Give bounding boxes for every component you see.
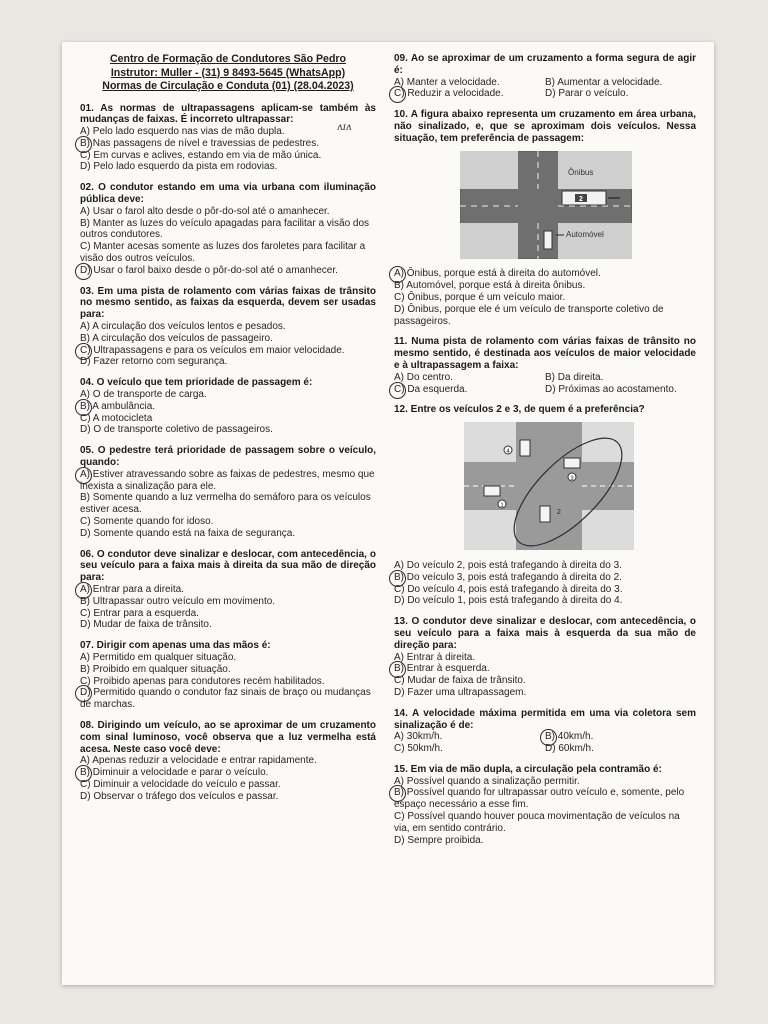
answer-option-text: C) Reduzir a velocidade.	[394, 88, 504, 100]
question-07	[80, 640, 376, 711]
handwritten-mark: ʌɪʌ	[337, 122, 352, 133]
answer-option	[545, 743, 696, 755]
answer-option	[80, 664, 376, 676]
answer-option	[80, 265, 376, 277]
intersection-diagram	[460, 151, 632, 259]
block-bottom-left	[464, 510, 516, 550]
answer-option-text: B) Somente quando a luz vermelha do semáforo para os veículos estiver acesa.	[80, 492, 371, 516]
answer-option-text: D) Do veículo 1, pois está trafegando à direita do 4.	[394, 595, 623, 607]
answer-option	[394, 268, 696, 280]
answer-option	[80, 356, 376, 368]
answer-grid	[394, 77, 696, 101]
answer-option-text: D) O de transporte coletivo de passageiros.	[80, 424, 273, 436]
left-question-list	[80, 103, 376, 803]
question-title: 03. Em uma pista de rolamento com várias faixas de trânsito no mesmo sentido, as faixas da esquerda, devem ser usadas para:	[80, 285, 376, 321]
answer-option	[80, 619, 376, 631]
answer-option-text: D) Usar o farol baixo desde o pôr-do-sol até o amanhecer.	[80, 264, 338, 276]
question-title: 13. O condutor deve sinalizar e deslocar, com antecedência, o seu veículo para a faixa mais à esquerda da sua mão de direção para:	[394, 616, 696, 651]
answer-option-text: A) A circulação dos veículos lentos e pesados.	[80, 321, 286, 333]
answer-option-text: C) Manter acesas somente as luzes dos faroletes para facilitar a visão dos outros veículos.	[80, 241, 366, 265]
answer-option-text: C) 50km/h.	[394, 743, 443, 755]
vehicle-3-number: 3	[570, 476, 574, 483]
answer-option	[80, 755, 376, 767]
answer-option	[80, 138, 376, 150]
answer-option-text: B) Ultrapassar outro veículo em movimento.	[80, 595, 276, 607]
answer-option	[80, 608, 376, 620]
answer-grid	[394, 731, 696, 755]
vehicle-1	[484, 486, 500, 496]
intersection-figure-bus-car	[460, 151, 696, 263]
answer-option	[394, 584, 696, 596]
document-header	[80, 53, 376, 94]
answer-option-text: C) A motocicleta	[80, 412, 153, 424]
answer-option	[394, 304, 696, 328]
answer-option-text: A) Manter a velocidade.	[394, 76, 500, 88]
question-11	[394, 336, 696, 395]
question-12	[394, 404, 696, 607]
answer-option	[394, 88, 545, 100]
answer-option	[394, 372, 545, 384]
answer-option	[80, 150, 376, 162]
question-title: 01. As normas de ultrapassagens aplicam-se também às mudanças de faixas. É incorreto ultrapassar:	[80, 102, 376, 126]
answer-option-text: A) Possível quando a sinalização permitir.	[394, 775, 580, 787]
block-bottom-right	[558, 223, 632, 259]
handwritten-circle-mark	[389, 86, 406, 103]
answer-option	[80, 218, 376, 242]
answer-option-text: A) Estiver atravessando sobre as faixas de pedestres, mesmo que inexista a sinalização para ele.	[80, 468, 375, 492]
bus-label: Ônibus	[568, 167, 594, 177]
answer-option-text: A) 30km/h.	[394, 731, 443, 743]
answer-option-text: C) Da esquerda.	[394, 383, 468, 395]
answer-option-text: A) Do centro.	[394, 371, 453, 383]
answer-option-text: C) Ônibus, porque é um veículo maior.	[394, 291, 566, 303]
answer-option-text: D) 60km/h.	[545, 743, 594, 755]
answer-option	[80, 676, 376, 688]
instructor-contact: Instrutor: Muller - (31) 9 8493-5645 (WhatsApp)	[110, 66, 346, 79]
answer-option	[80, 687, 376, 711]
answer-option	[545, 731, 696, 743]
answer-option-text: A) Ônibus, porque está à direita do automóvel.	[394, 268, 601, 280]
answer-option	[394, 595, 696, 607]
question-title: 10. A figura abaixo representa um cruzamento em área urbana, não sinalizado, e, que se aproximam dois veículos. Nessa situação, tem preferência de passagem:	[394, 109, 696, 144]
answer-option-text: A) Usar o farol alto desde o pôr-do-sol até o amanhecer.	[80, 205, 330, 217]
left-column	[80, 42, 376, 803]
answer-grid	[394, 372, 696, 396]
question-title: 05. O pedestre terá prioridade de passagem sobre o veículo, quando:	[80, 445, 376, 469]
question-title: 02. O condutor estando em uma via urbana com iluminação pública deve:	[80, 182, 376, 206]
vehicle-4	[520, 440, 530, 456]
answer-option	[80, 401, 376, 413]
answer-option-text: B) A ambulância.	[80, 400, 156, 412]
answer-option-text: C) Em curvas e aclives, estando em via de mão única.	[80, 149, 322, 161]
answer-option	[80, 333, 376, 345]
vehicle-3	[564, 458, 580, 468]
question-12-options	[394, 560, 696, 607]
answer-option-text: A) O de transporte de carga.	[80, 389, 207, 401]
question-title: 11. Numa pista de rolamento com várias faixas de trânsito no mesmo sentido, é destinada aos veículos de maior velocidade e à ultrapassagem a faixa:	[394, 336, 696, 371]
answer-option-text: B) Proibido em qualquer situação.	[80, 663, 231, 675]
answer-option-text: B) Do veículo 3, pois está trafegando à direita do 2.	[394, 571, 622, 583]
answer-option	[80, 413, 376, 425]
intersection-figure-vehicles	[464, 422, 696, 554]
answer-option	[394, 687, 696, 699]
question-title: 14. A velocidade máxima permitida em uma via coletora sem sinalização é de:	[394, 707, 696, 731]
answer-option-text: D) Mudar de faixa de trânsito.	[80, 619, 212, 631]
vehicle-diagram	[464, 422, 634, 550]
answer-option	[80, 584, 376, 596]
question-14	[394, 708, 696, 755]
answer-option	[394, 280, 696, 292]
answer-option	[394, 835, 696, 847]
block-top-left	[464, 422, 516, 462]
vehicle-1-number: 1	[500, 503, 504, 510]
block-top-right	[582, 422, 634, 462]
vehicle-2-number: 2	[557, 509, 561, 517]
answer-option	[80, 516, 376, 528]
answer-option-text: A) Permitido em qualquer situação.	[80, 651, 237, 663]
car-label: Automóvel	[566, 229, 604, 239]
answer-option-text: D) Observar o tráfego dos veículos e passar.	[80, 790, 279, 802]
question-04	[80, 377, 376, 436]
answer-option-text: B) Automóvel, porque está à direita ônibus.	[394, 280, 586, 292]
exam-subtitle: Normas de Circulação e Conduta (01) (28.04.2023)	[102, 80, 354, 92]
question-title: 08. Dirigindo um veículo, ao se aproximar de um cruzamento com sinal luminoso, você observa que a luz vermelha está acesa. Neste caso você deve:	[80, 719, 376, 755]
answer-option-text: C) Mudar de faixa de trânsito.	[394, 675, 526, 687]
question-01	[80, 103, 376, 174]
question-title: 15. Em via de mão dupla, a circulação pela contramão é:	[394, 763, 662, 775]
question-10	[394, 109, 696, 327]
answer-option-text: D) Sempre proibida.	[394, 834, 484, 846]
answer-option	[80, 424, 376, 436]
question-06	[80, 549, 376, 632]
answer-option	[394, 652, 696, 664]
answer-option	[394, 292, 696, 304]
answer-option-text: C) Possível quando houver pouca movimentação de veículos na via, em sentido contrário.	[394, 811, 680, 834]
answer-option	[80, 652, 376, 664]
answer-option-text: A) Entrar para a direita.	[80, 583, 184, 595]
car-shape	[544, 231, 552, 249]
answer-option	[394, 731, 545, 743]
answer-option-text: D) Fazer uma ultrapassagem.	[394, 686, 527, 698]
answer-option	[80, 206, 376, 218]
question-13	[394, 616, 696, 699]
answer-option-text: C) Entrar para a esquerda.	[80, 607, 199, 619]
answer-option	[394, 811, 696, 835]
answer-option	[80, 321, 376, 333]
answer-option-text: B) Entrar à esquerda.	[394, 663, 490, 675]
answer-option	[545, 88, 696, 100]
answer-option	[80, 345, 376, 357]
answer-option	[545, 372, 696, 384]
answer-option-text: D) Ônibus, porque ele é um veículo de transporte coletivo de passageiros.	[394, 303, 664, 327]
answer-option-text: B) Da direita.	[545, 371, 604, 383]
answer-option	[394, 776, 696, 788]
bus-number: 2	[579, 195, 583, 203]
vehicle-4-number: 4	[506, 449, 510, 456]
answer-option-text: C) Ultrapassagens e para os veículos em maior velocidade.	[80, 344, 345, 356]
answer-option	[80, 492, 376, 516]
question-title: 12. Entre os veículos 2 e 3, de quem é a preferência?	[394, 404, 645, 416]
answer-option	[545, 77, 696, 89]
answer-option-text: A) Pelo lado esquerdo nas vias de mão dupla.	[80, 126, 285, 138]
school-name: Centro de Formação de Condutores São Pedro	[109, 53, 347, 65]
block-top-left	[460, 151, 518, 189]
answer-option	[394, 675, 696, 687]
answer-option	[394, 787, 696, 811]
answer-option-text: D) Parar o veículo.	[545, 88, 629, 100]
answer-option-text: B) 40km/h.	[545, 731, 594, 743]
question-10-options	[394, 268, 696, 327]
answer-option	[80, 389, 376, 401]
answer-option-text: C) Diminuir a velocidade do veículo e passar.	[80, 778, 281, 790]
answer-option-text: B) Manter as luzes do veículo apagadas para facilitar a visão dos outros condutores.	[80, 217, 370, 241]
answer-option	[394, 743, 545, 755]
question-title: 07. Dirigir com apenas uma das mãos é:	[80, 640, 271, 652]
vehicle-2	[540, 506, 550, 522]
answer-option	[394, 77, 545, 89]
handwritten-circle-mark	[75, 467, 92, 484]
answer-option-text: D) Pelo lado esquerdo da pista em rodovias.	[80, 161, 278, 173]
answer-option	[80, 791, 376, 803]
answer-option	[394, 384, 545, 396]
answer-option	[394, 572, 696, 584]
question-title: 04. O veículo que tem prioridade de passagem é:	[80, 377, 313, 389]
answer-option	[394, 560, 696, 572]
answer-option	[394, 663, 696, 675]
handwritten-circle-mark	[389, 382, 406, 399]
answer-option	[80, 241, 376, 265]
question-title: 09. Ao se aproximar de um cruzamento a forma segura de agir é:	[394, 53, 696, 76]
answer-option-text: A) Do veículo 2, pois está trafegando à direita do 3.	[394, 559, 622, 571]
answer-option	[80, 528, 376, 540]
answer-option-text: D) Fazer retorno com segurança.	[80, 356, 228, 368]
right-column	[394, 42, 696, 846]
answer-option	[545, 384, 696, 396]
answer-option-text: B) Possível quando for ultrapassar outro veículo e, somente, pelo espaço necessário a esse fim.	[394, 787, 685, 811]
answer-option	[80, 469, 376, 493]
exam-sheet	[62, 42, 714, 985]
answer-option	[80, 779, 376, 791]
answer-option-text: B) Diminuir a velocidade e parar o veículo.	[80, 767, 269, 779]
answer-option-text: C) Proibido apenas para condutores recém habilitados.	[80, 675, 325, 687]
block-bottom-right	[582, 510, 634, 550]
answer-option	[80, 596, 376, 608]
answer-option-text: A) Entrar à direita.	[394, 651, 476, 663]
answer-option-text: D) Permitido quando o condutor faz sinais de braço ou mudanças de marchas.	[80, 687, 371, 711]
question-08	[80, 720, 376, 803]
handwritten-circle-mark	[75, 263, 92, 280]
question-05	[80, 445, 376, 539]
answer-option-text: B) A circulação dos veículos de passageiro.	[80, 332, 273, 344]
block-bottom-left	[460, 223, 518, 259]
question-03	[80, 286, 376, 369]
answer-option-text: B) Aumentar a velocidade.	[545, 76, 663, 88]
answer-option-text: B) Nas passagens de nível e travessias de pedestres.	[80, 137, 320, 149]
question-15	[394, 764, 696, 847]
answer-option-text: A) Apenas reduzir a velocidade e entrar rapidamente.	[80, 755, 317, 767]
answer-option-text: C) Do veículo 4, pois está trafegando à direita do 3.	[394, 583, 623, 595]
answer-option	[80, 767, 376, 779]
answer-option-text: C) Somente quando for idoso.	[80, 516, 214, 527]
answer-option-text: D) Somente quando está na faixa de segurança.	[80, 527, 296, 539]
question-title: 06. O condutor deve sinalizar e deslocar, com antecedência, o seu veículo para a faixa mais à direita da sua mão de direção para:	[80, 548, 376, 584]
question-09	[394, 53, 696, 100]
answer-option	[80, 126, 376, 138]
answer-option	[80, 161, 376, 173]
answer-option-text: D) Próximas ao acostamento.	[545, 383, 677, 395]
question-02	[80, 182, 376, 276]
